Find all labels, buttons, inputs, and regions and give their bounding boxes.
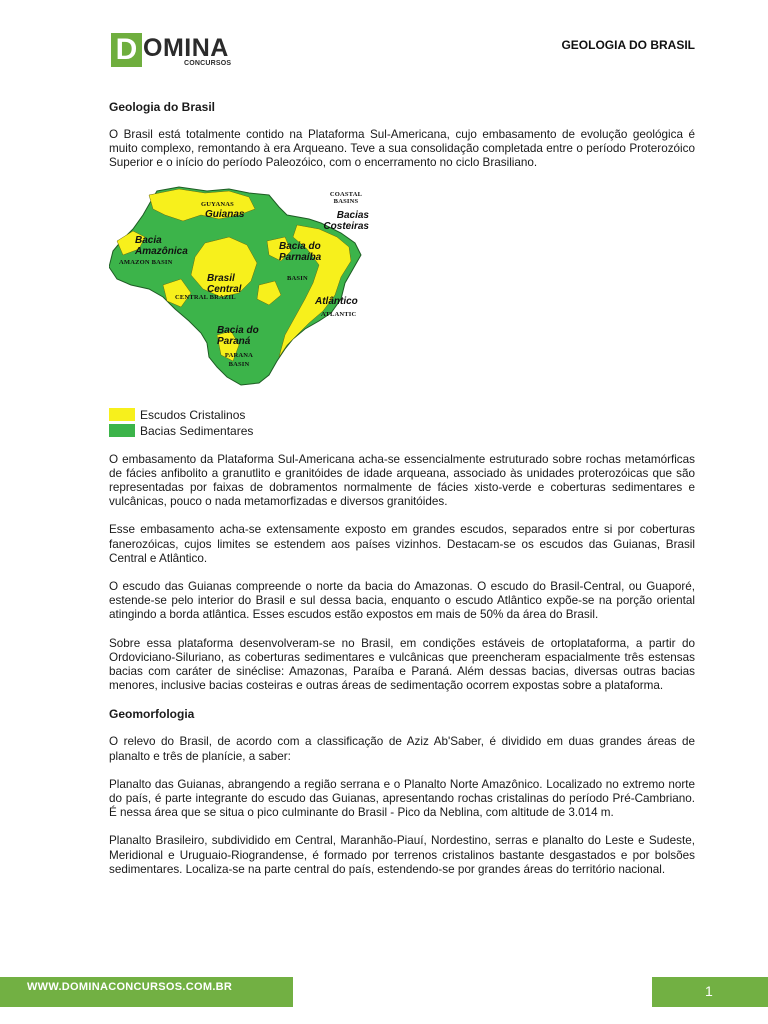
legend-label-bacias: Bacias Sedimentares (140, 423, 254, 438)
footer-website-link[interactable]: WWW.DOMINACONCURSOS.COM.BR (27, 981, 233, 993)
paragraph-relevo: O relevo do Brasil, de acordo com a classificação de Aziz Ab'Saber, é dividido em duas grandes áreas de planalto e três de planície, a saber: (109, 735, 695, 763)
map-label-bacia-amazonica: Bacia Amazônica (135, 234, 188, 257)
legend-item-escudos (109, 407, 695, 423)
paragraph-intro: O Brasil está totalmente contido na Plataforma Sul-Americana, cujo embasamento de evolução geológica é muito complexo, remontando à era Arqueano. Teve a sua consolidação completada entre o período Proterozóico Superior e o início do período Paleozóico, com o encerramento no ciclo Brasiliano. (109, 128, 695, 170)
legend-item-bacias (109, 423, 695, 439)
map-label-bacias-costeiras: Bacias Costeiras (323, 209, 369, 232)
map-label-coastal-en: COASTAL BASINS (329, 190, 363, 205)
map-label-amazon-basin: AMAZON BASIN (119, 258, 173, 266)
paragraph-coberturas: Sobre essa plataforma desenvolveram-se no Brasil, em condições estáveis de ortoplataforma, a partir do Ordoviciano-Siluriano, as coberturas sedimentares e vulcânicas que preencheram espacialmente três estensas bacias com caráter de sinéclise: Amazonas, Paraíba e Paraná. Além dessas bacias, diversas outras bacias menores, inclusive bacias costeiras e outras áreas de sedimentação ocorrem expostas sobre a plataforma. (109, 636, 695, 693)
paragraph-planalto-brasileiro: Planalto Brasileiro, subdividido em Central, Maranhão-Piauí, Nordestino, serras e planalto do Leste e Sudeste, Meridional e Uruguaio-Riograndense, é formado por terrenos cristalinos bastante desgastados e por bolsões sedimentares. Localiza-se na parte central do país, estendendo-se por grandes áreas do território nacional. (109, 834, 695, 876)
map-label-bacia-parana: Bacia do Paraná (217, 324, 259, 347)
map-legend (109, 407, 695, 439)
paragraph-planalto-guianas: Planalto das Guianas, abrangendo a região serrana e o Planalto Norte Amazônico. Localizado no extremo norte do país, é parte integrante do escudo das Guianas, apresentando rochas cristalinas do período Pré-Cambriano. É nessa área que se situa o pico culminante do Brasil - Pico da Neblina, com altitude de 3.014 m. (109, 777, 695, 820)
map-label-parnaiba-basin: BASIN (287, 274, 308, 282)
paragraph-guianas: O escudo das Guianas compreende o norte da bacia do Amazonas. O escudo do Brasil-Central, ou Guaporé, estende-se pelo interior do Brasil e sul dessa bacia, enquanto o escudo Atlântico expõe-se na porção oriental atingindo a borda atlântica. Esses escudos estão expostos em mais de 50% da área do Brasil. (109, 580, 695, 622)
legend-swatch-yellow (109, 408, 135, 421)
map-label-brasil-central: Brasil Central (207, 272, 242, 295)
map-label-guianas: Guianas (205, 208, 245, 220)
paragraph-embasamento: O embasamento da Plataforma Sul-Americana acha-se essencialmente estruturado sobre rochas metamórficas de fácies anfibolito a granutlito e granitóides de idade arqueana, associado às unidades proterozóicas que são representadas por faixas de dobramentos normalmente de fácies xisto-verde e coberturas sedimentares e vulcânicas, pouco o nada metamorfizadas e diversos granitóides. (109, 452, 695, 509)
legend-label-escudos: Escudos Cristalinos (140, 407, 246, 422)
section-heading-geologia: Geologia do Brasil (109, 100, 216, 114)
page-number: 1 (705, 983, 713, 999)
map-label-parana-basin: PARANA BASIN (224, 351, 254, 368)
map-label-central-brazil: CENTRAL BRAZIL (175, 293, 236, 301)
map-label-guyanas-en: GUYANAS (201, 200, 234, 208)
logo-letter: D (111, 33, 142, 67)
map-label-atlantico: Atlântico (315, 295, 358, 307)
logo-word: OMINA (143, 34, 229, 62)
domina-logo (111, 33, 232, 69)
document-content (109, 100, 695, 891)
legend-swatch-green (109, 424, 135, 437)
section-heading-geomorfologia: Geomorfologia (109, 707, 195, 722)
brazil-geology-map (109, 185, 369, 395)
map-label-atlantic-en: ATLANTIC (321, 310, 357, 318)
logo-subtitle: CONCURSOS (184, 60, 232, 67)
map-label-bacia-parnaiba: Bacia do Parnaíba (279, 240, 322, 263)
paragraph-escudos: Esse embasamento acha-se extensamente exposto em grandes escudos, separados entre si por coberturas fanerozóicas, cujos limites se estendem aos países vizinhos. Destacam-se os escudos das Guianas, Brasil Central e Atlântico. (109, 523, 695, 565)
page-header-title: GEOLOGIA DO BRASIL (561, 38, 695, 52)
